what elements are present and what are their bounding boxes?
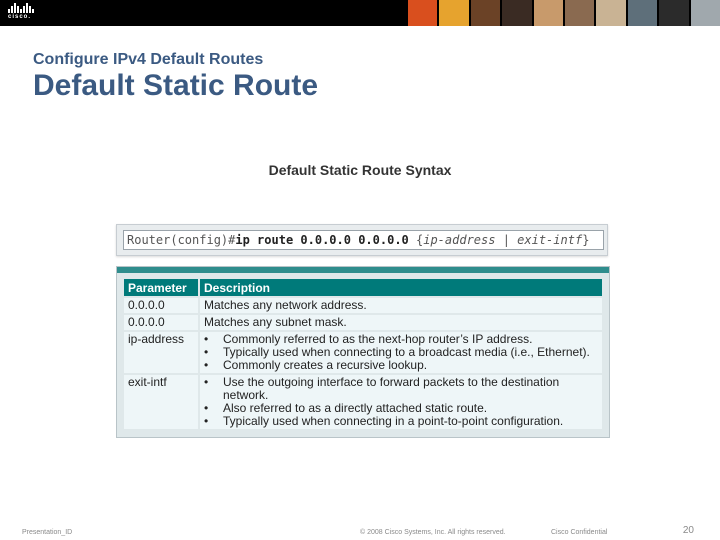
desc-bullet-list <box>204 376 598 428</box>
banner-photo <box>534 0 563 26</box>
top-banner <box>0 0 720 26</box>
page-number: 20 <box>682 525 694 536</box>
banner-photo <box>408 0 437 26</box>
banner-photo <box>691 0 720 26</box>
desc-bullet: • Typically used when connecting to a broadcast media (i.e., Ethernet). <box>204 346 598 359</box>
banner-photo <box>565 0 594 26</box>
parameter-table <box>122 277 604 431</box>
param-cell: 0.0.0.0 <box>124 298 198 313</box>
table-row <box>124 375 602 429</box>
cisco-logo <box>8 3 42 23</box>
banner-photo <box>628 0 657 26</box>
syntax-prompt: Router(config)# <box>127 233 236 247</box>
header-parameter: Parameter <box>124 279 198 296</box>
table-header-row <box>124 279 602 296</box>
desc-cell: Matches any subnet mask. <box>200 315 602 330</box>
banner-photo <box>439 0 468 26</box>
syntax-box <box>116 224 608 256</box>
table-row <box>124 298 602 313</box>
header-description: Description <box>200 279 602 296</box>
desc-bullet: • Commonly referred to as the next-hop router’s IP address. <box>204 333 598 346</box>
param-cell: exit-intf <box>124 375 198 429</box>
desc-bullet-list <box>204 333 598 372</box>
syntax-arg-exit-intf: exit-intf <box>517 233 583 247</box>
banner-photo <box>596 0 625 26</box>
cisco-logo-bars <box>8 3 42 13</box>
table-row <box>124 332 602 373</box>
syntax-arg-ip-address: ip-address <box>423 233 496 247</box>
desc-cell: Matches any network address. <box>200 298 602 313</box>
slide-title: Default Static Route <box>33 69 319 102</box>
syntax-command: ip route 0.0.0.0 0.0.0.0 <box>235 233 409 247</box>
footer-copyright: © 2008 Cisco Systems, Inc. All rights reserved. <box>360 529 506 536</box>
desc-bullet: • Typically used when connecting in a point-to-point configuration. <box>204 415 598 428</box>
desc-bullet: • Use the outgoing interface to forward packets to the destination network. <box>204 376 598 402</box>
table-frame-topbar <box>117 267 609 273</box>
figure-title: Default Static Route Syntax <box>268 162 452 178</box>
syntax-close-brace: } <box>582 233 590 247</box>
banner-photo <box>502 0 531 26</box>
photo-strip <box>408 0 720 26</box>
banner-photo <box>659 0 688 26</box>
footer-presentation-id: Presentation_ID <box>22 529 73 536</box>
desc-bullet: • Commonly creates a recursive lookup. <box>204 359 598 372</box>
desc-bullet: • Also referred to as a directly attached static route. <box>204 402 598 415</box>
slide-subtitle: Configure IPv4 Default Routes <box>33 51 264 68</box>
param-cell: 0.0.0.0 <box>124 315 198 330</box>
parameter-table-frame <box>116 266 610 438</box>
footer-confidential: Cisco Confidential <box>551 529 608 536</box>
syntax-command-line <box>123 230 604 250</box>
desc-cell <box>200 332 602 373</box>
syntax-open-brace: { <box>408 233 424 247</box>
table-row <box>124 315 602 330</box>
syntax-separator: | <box>495 233 518 247</box>
banner-photo <box>471 0 500 26</box>
cisco-logo-text: cisco. <box>8 14 32 20</box>
desc-cell <box>200 375 602 429</box>
param-cell: ip-address <box>124 332 198 373</box>
